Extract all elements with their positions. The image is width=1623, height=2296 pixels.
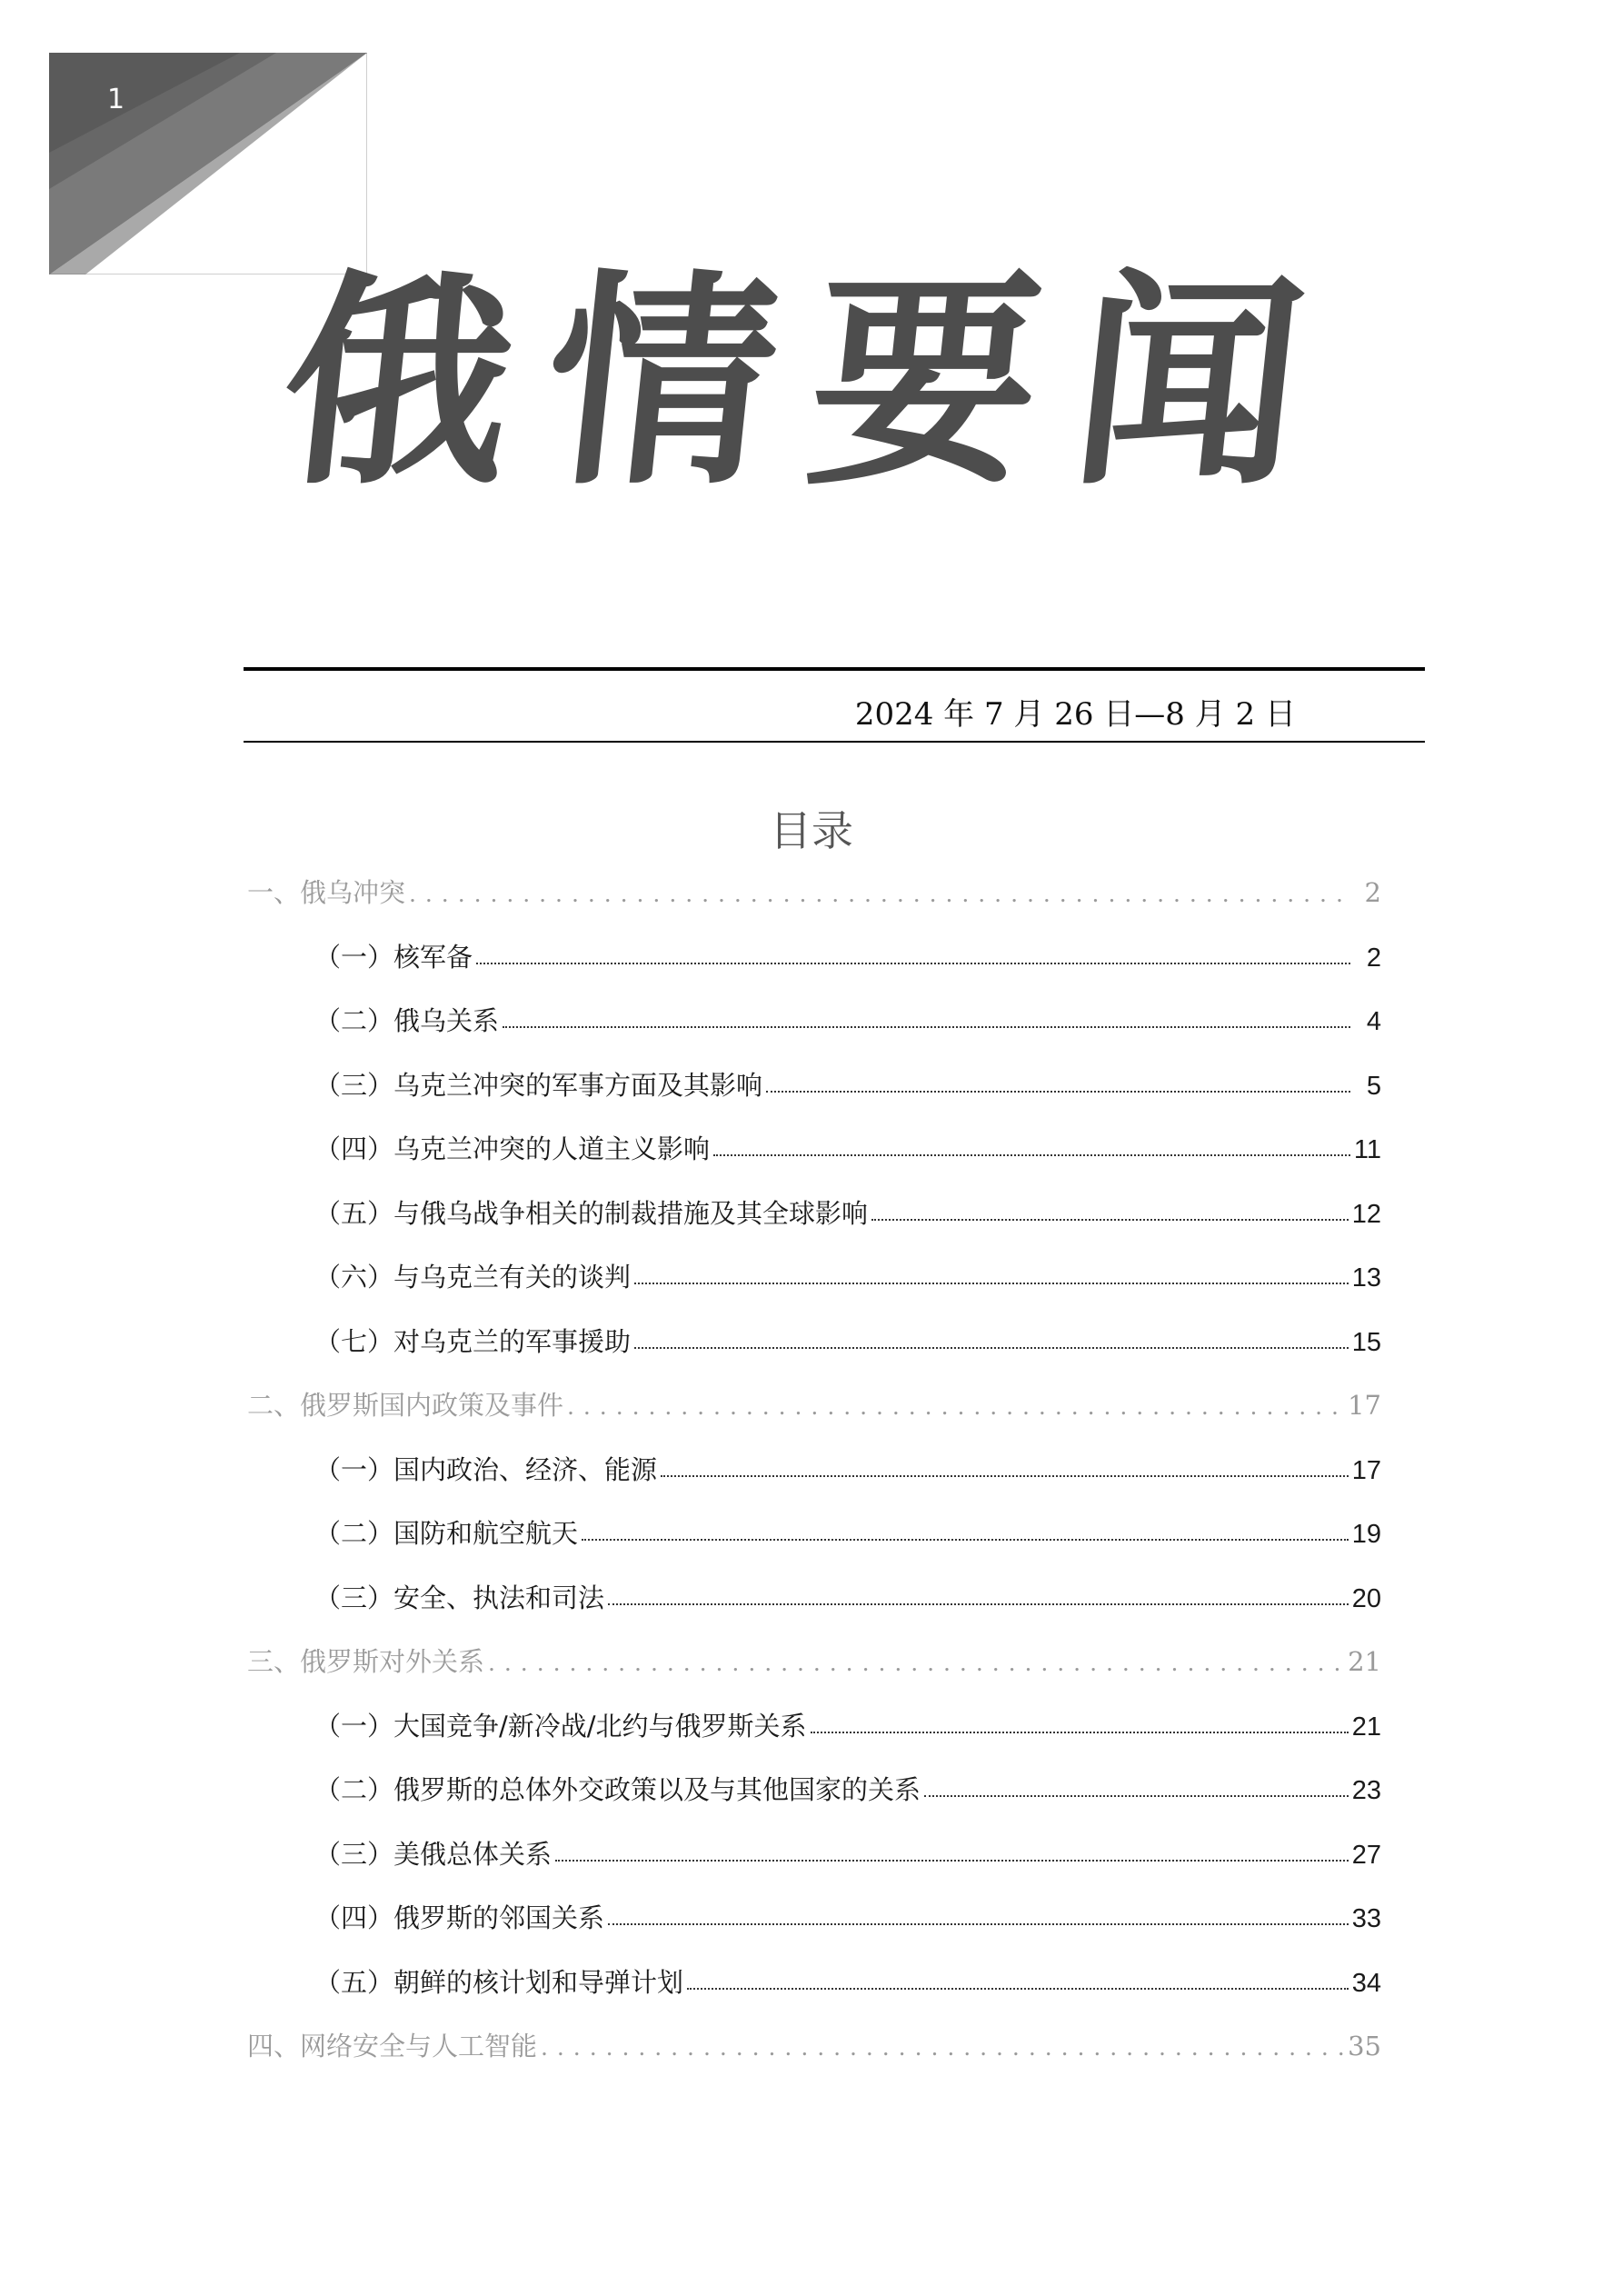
page-number: 1 [107, 84, 125, 115]
toc-entry-label: （五）朝鲜的核计划和导弹计划 [314, 1967, 684, 1998]
toc-entry-label: （二）国防和航空航天 [314, 1518, 579, 1549]
issue-date: 2024 年 7 月 26 日—8 月 2 日 [854, 696, 1296, 733]
toc-entry-page: 19 [1351, 1520, 1381, 1549]
toc-entry-label: （四）乌克兰冲突的人道主义影响 [314, 1133, 711, 1164]
toc-entry-label: （五）与俄乌战争相关的制裁措施及其全球影响 [314, 1198, 869, 1229]
toc-dot-leader [687, 1987, 1349, 1990]
toc-entry-page: 20 [1351, 1584, 1381, 1613]
toc-entry-page: 12 [1351, 1200, 1381, 1229]
toc-dot-leader [924, 1794, 1349, 1797]
toc-section-entry[interactable] [247, 1642, 1381, 1679]
toc-entry-label: （七）对乌克兰的军事援助 [314, 1326, 632, 1357]
toc-entry-label: 三、俄罗斯对外关系 [247, 1646, 485, 1677]
toc-entry-page: 11 [1353, 1135, 1381, 1164]
toc-subsection-entry[interactable] [314, 1129, 1381, 1166]
toc-entry-page: 34 [1351, 1969, 1381, 1998]
toc-section-entry[interactable] [247, 873, 1381, 910]
toc-entry-label: （二）俄罗斯的总体外交政策以及与其他国家的关系 [314, 1774, 921, 1805]
toc-subsection-entry[interactable] [314, 1770, 1381, 1807]
toc-subsection-entry[interactable] [314, 937, 1381, 974]
toc-section-entry[interactable] [247, 1385, 1381, 1423]
toc-dot-leader [766, 1090, 1350, 1093]
toc-entry-label: （三）乌克兰冲突的军事方面及其影响 [314, 1070, 763, 1101]
toc-entry-label: 四、网络安全与人工智能 [247, 2031, 538, 2061]
toc-entry-page: 33 [1351, 1904, 1381, 1933]
toc-entry-page: 2 [1366, 943, 1381, 973]
toc-subsection-entry[interactable] [314, 1065, 1381, 1103]
toc-subsection-entry[interactable] [314, 1257, 1381, 1294]
toc-title: 目录 [770, 806, 853, 855]
toc-subsection-entry[interactable] [314, 1578, 1381, 1615]
toc-entry-label: （一）核军备 [314, 942, 473, 973]
toc-subsection-entry[interactable] [314, 1193, 1381, 1231]
toc-subsection-entry[interactable] [314, 1706, 1381, 1743]
toc-entry-page: 27 [1351, 1841, 1381, 1870]
toc-dot-leader [567, 1390, 1344, 1421]
toc-subsection-entry[interactable] [314, 1322, 1381, 1359]
toc-entry-page: 17 [1351, 1456, 1381, 1485]
toc-entry-label: （三）美俄总体关系 [314, 1839, 553, 1870]
toc-dot-leader [713, 1153, 1350, 1156]
toc-subsection-entry[interactable] [314, 1513, 1381, 1551]
toc-entry-label: 二、俄罗斯国内政策及事件 [247, 1390, 564, 1421]
table-of-contents [0, 873, 1623, 2081]
toc-dot-leader [503, 1025, 1350, 1028]
toc-entry-page: 4 [1366, 1007, 1381, 1036]
toc-entry-page: 2 [1364, 877, 1381, 908]
toc-dot-leader [871, 1218, 1349, 1221]
toc-dot-leader [476, 962, 1350, 964]
toc-entry-label: （四）俄罗斯的邻国关系 [314, 1902, 605, 1933]
toc-dot-leader [634, 1346, 1349, 1349]
toc-section-entry[interactable] [247, 2026, 1381, 2063]
toc-dot-leader [488, 1646, 1344, 1677]
toc-entry-page: 15 [1351, 1328, 1381, 1357]
toc-subsection-entry[interactable] [314, 1898, 1381, 1935]
toc-entry-label: 一、俄乌冲突 [247, 877, 406, 908]
masthead-title: 俄情要闻 [270, 248, 1353, 515]
toc-entry-page: 35 [1348, 2031, 1381, 2061]
toc-entry-label: （一）大国竞争/新冷战/北约与俄罗斯关系 [314, 1711, 807, 1742]
toc-entry-page: 21 [1351, 1712, 1381, 1742]
toc-entry-page: 5 [1366, 1072, 1381, 1101]
toc-entry-label: （六）与乌克兰有关的谈判 [314, 1262, 632, 1293]
toc-dot-leader [541, 2031, 1344, 2061]
toc-subsection-entry[interactable] [314, 1450, 1381, 1487]
toc-dot-leader [661, 1474, 1349, 1477]
toc-entry-label: （一）国内政治、经济、能源 [314, 1454, 658, 1485]
toc-entry-label: （三）安全、执法和司法 [314, 1582, 605, 1613]
toc-dot-leader [555, 1859, 1349, 1862]
header-rule-bottom [244, 741, 1425, 743]
toc-dot-leader [608, 1922, 1349, 1925]
toc-dot-leader [634, 1282, 1349, 1284]
toc-subsection-entry[interactable] [314, 1834, 1381, 1872]
toc-dot-leader [582, 1538, 1349, 1541]
toc-subsection-entry[interactable] [314, 1001, 1381, 1038]
toc-entry-page: 21 [1348, 1646, 1381, 1677]
toc-entry-label: （二）俄乌关系 [314, 1005, 500, 1036]
toc-subsection-entry[interactable] [314, 1962, 1381, 2000]
toc-entry-page: 17 [1348, 1390, 1381, 1421]
toc-entry-page: 13 [1351, 1263, 1381, 1293]
toc-dot-leader [811, 1731, 1349, 1733]
toc-dot-leader [409, 877, 1350, 908]
toc-entry-page: 23 [1351, 1776, 1381, 1805]
toc-dot-leader [608, 1602, 1349, 1605]
header-rule-top [244, 667, 1425, 671]
